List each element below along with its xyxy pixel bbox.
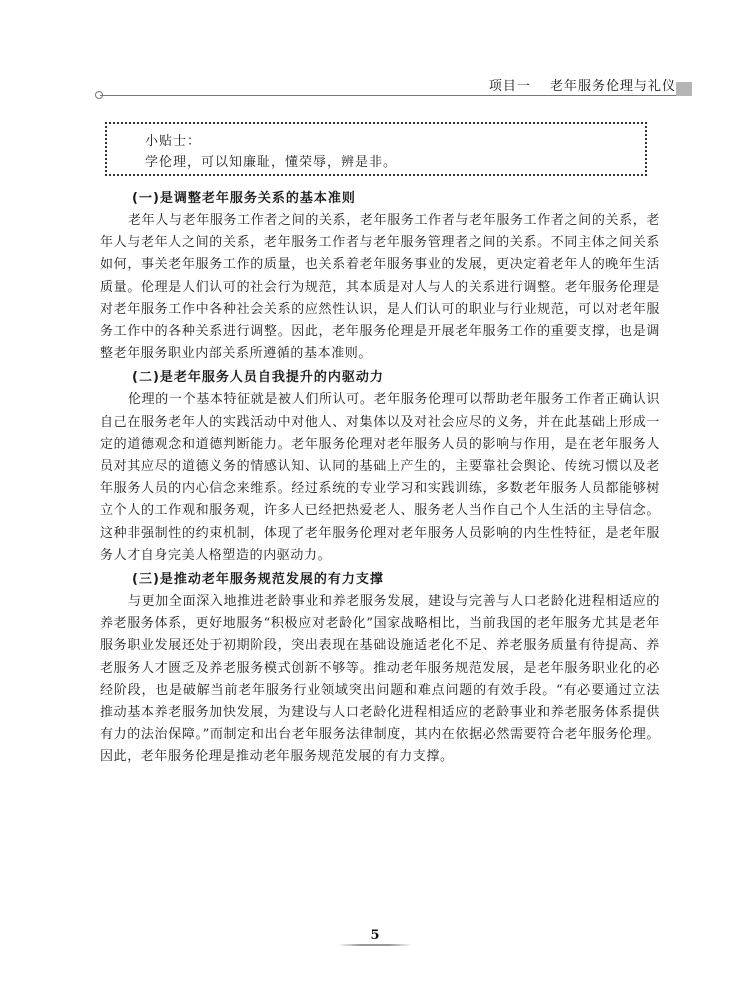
section-heading: (一)是调整老年服务关系的基本准则 bbox=[132, 191, 356, 206]
section-1 bbox=[100, 188, 660, 365]
header-tab bbox=[676, 82, 692, 96]
section-2 bbox=[100, 367, 660, 567]
page-number-bar bbox=[338, 944, 412, 946]
tip-title: 小贴士： bbox=[145, 134, 202, 149]
tip-text: 学伦理，可以知廉耻，懂荣辱，辨是非。 bbox=[145, 155, 398, 170]
running-header bbox=[96, 75, 676, 95]
tip-box bbox=[105, 122, 647, 176]
section-paragraph: 与更加全面深入地推进老龄事业和养老服务发展，建设与完善与人口老龄化进程相适应的养老服务体系，更好地服务“积极应对老龄化”国家战略相比，当前我国的老年服务尤其是老年服务职业发展还处于初期阶段，突出表现在基础设施适老化不足、养老服务质量有待提高、养老服务人才匮乏及养老服务模式创新不够等。推动老年服务规范发展，是老年服务职业化的必经阶段，也是破解当前老年服务行业领域突出问题和难点问题的有效手段。“有必要通过立法推动基本养老服务加快发展，为建设与人口老龄化进程相适应的老龄事业和养老服务体系提供有力的法治保障。”而制定和出台老年服务法律制度，其内在依据必然需要符合老年服务伦理。因此，老年服务伦理是推动老年服务规范发展的有力支撑。 bbox=[100, 594, 660, 765]
section-paragraph: 老年人与老年服务工作者之间的关系，老年服务工作者与老年服务工作者之间的关系，老年人与老年人之间的关系，老年服务工作者与老年服务管理者之间的关系。不同主体之间关系如何，事关老年服务工作的质量，也关系着老年服务事业的发展，更决定着老年人的晚年生活质量。伦理是人们认可的社会行为规范，其本质是对人与人的关系进行调整。老年服务伦理是对老年服务工作中各种社会关系的应然性认识，是人们认可的职业与行业规范，可以对老年服务工作中的各种关系进行调整。因此，老年服务伦理是开展老年服务工作的重要支撑，也是调整老年服务职业内部关系所遵循的基本准则。 bbox=[100, 213, 660, 362]
page-number: 5 bbox=[370, 928, 380, 943]
section-heading: (三)是推动老年服务规范发展的有力支撑 bbox=[132, 572, 384, 588]
header-title: 老年服务伦理与礼仪 bbox=[549, 79, 676, 94]
body-content bbox=[100, 188, 660, 771]
section-heading: (二)是老年服务人员自我提升的内驱动力 bbox=[132, 370, 384, 386]
section-paragraph: 伦理的一个基本特征就是被人们所认可。老年服务伦理可以帮助老年服务工作者正确认识自己在服务老年人的实践活动中对他人、对集体以及对社会应尽的义务，并在此基础上形成一定的道德观念和道德判断能力。老年服务伦理对老年服务人员的影响与作用，是在老年服务人员对其应尽的道德义务的情感认知、认同的基础上产生的，主要靠社会舆论、传统习惯以及老年服务人员的内心信念来维系。经过系统的专业学习和实践训练，多数老年服务人员都能够树立个人的工作观和服务观，许多人已经把热爱老人、服务老人当作自己个人生活的主导信念。这种非强制性的约束机制，体现了老年服务伦理对老年服务人员影响的内生性特征，是老年服务人才自身完美人格塑造的内驱动力。 bbox=[100, 392, 660, 563]
section-3 bbox=[100, 569, 660, 769]
header-rule bbox=[100, 95, 676, 96]
header-chapter: 项目一 bbox=[488, 79, 531, 94]
